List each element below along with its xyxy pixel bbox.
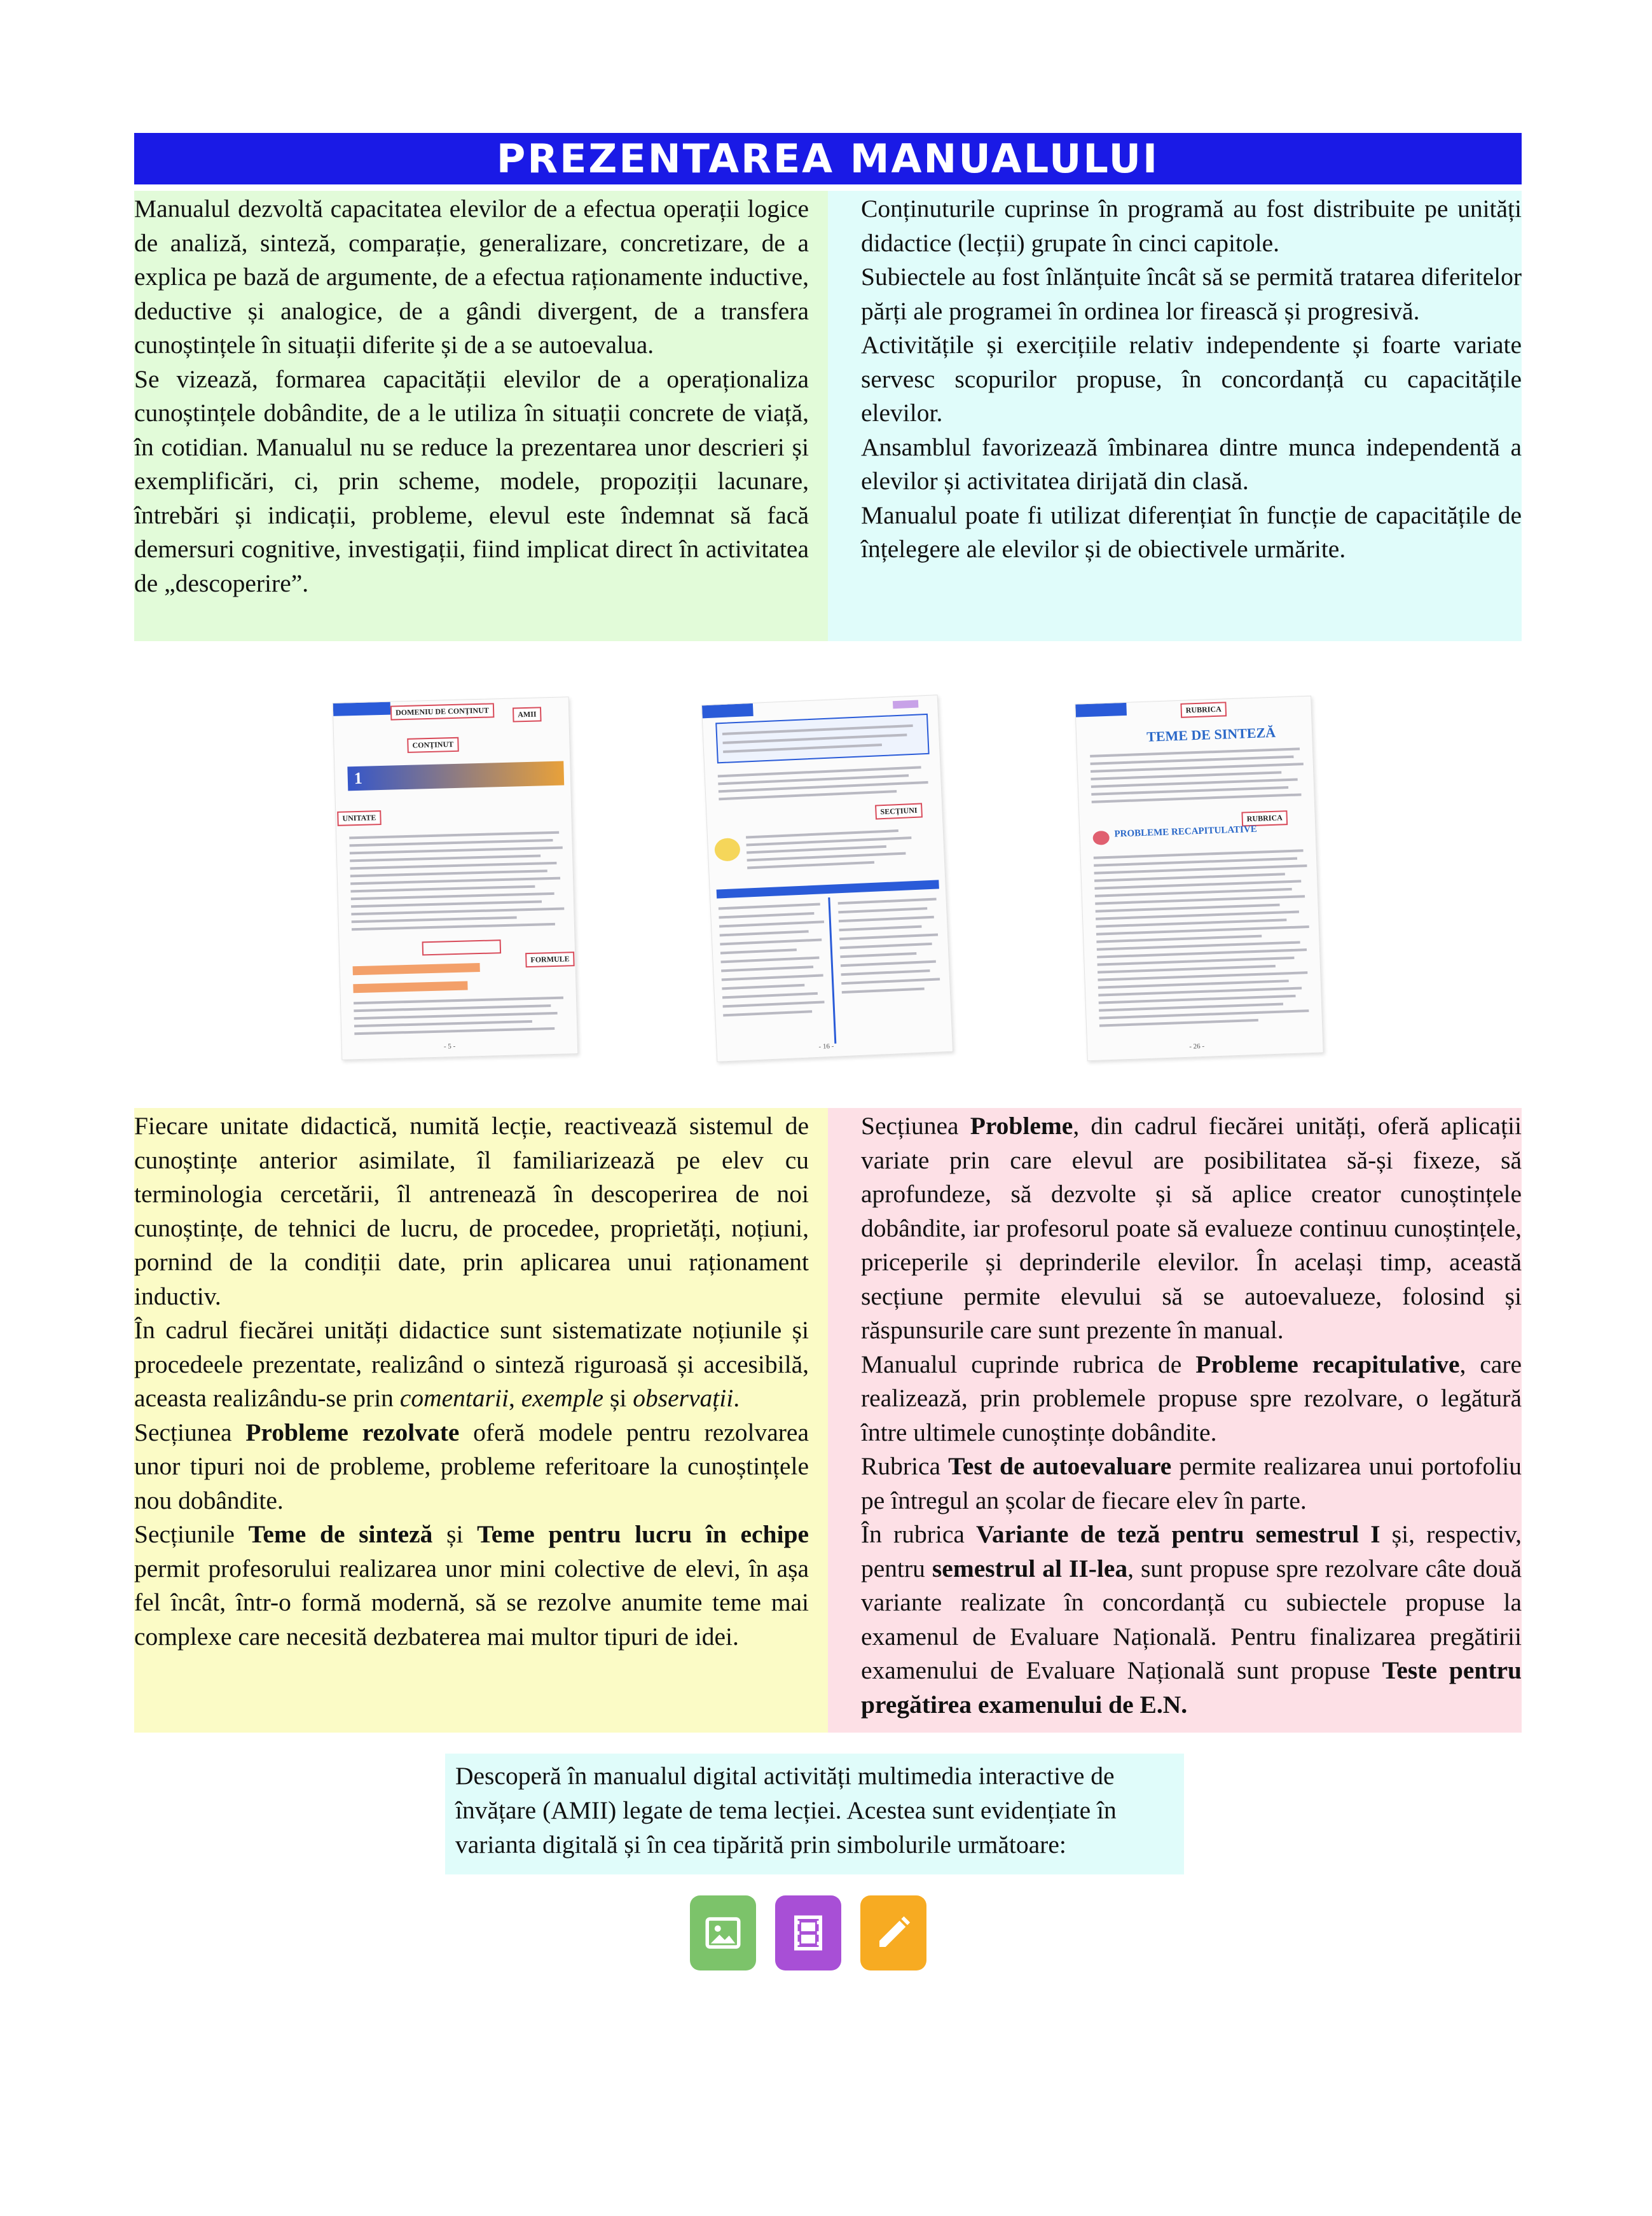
paragraph: Rubrica Test de autoevaluare permite realizarea unui portofoliu pe întregul an școlar de fiecare elev în parte. [861,1452,1522,1514]
label-content: CONȚINUT [407,737,458,753]
paragraph: Manualul dezvoltă capacitatea elevilor de a efectua operații logice de analiză, sinteză, comparație, generalizare, concretizare, de a explica pe bază de argumente, de a efectua raționamente inductive, deductive și analogice, de a gândi divergent, de a transfera cunoștințele în situații diferite și de a se autoevalua. [134,195,809,359]
page-number: - 16 - [818,1042,834,1051]
label-unit: UNITATE [337,810,381,826]
paragraph: Fiecare unitate didactică, numită lecție, reactivează sistemul de cunoștințe anterior asimilate, îl familiarizează pe elev cu terminologia cercetării, îl antrenează în descoperirea de noi cunoștințe, de tehnici de lucru, de procedee, proprietăți, noțiuni, pornind de la condiții date, prin aplicarea unui raționament inductiv. [134,1112,809,1310]
label-rubric: RUBRICA [1241,810,1288,826]
sections-text-box [828,1108,1522,1733]
intro-text-box [134,191,828,641]
paragraph: Subiectele au fost înlănțuite încât să se permită tratarea diferitelor părți ale programei în ordinea lor firească și progresivă. [861,263,1522,325]
page-number: - 26 - [1189,1042,1205,1051]
amii-info-box [445,1754,1184,1874]
paragraph: Activitățile și exercițiile relativ independente și foarte variate servesc scopurilor propuse, în concordanță cu capacitățile elevilor. [861,331,1522,427]
paragraph: Conținuturile cuprinse în programă au fost distribuite pe unități didactice (lecții) grupate în cinci capitole. [861,195,1522,257]
paragraph: Ansamblul favorizează îmbinarea dintre munca independentă a elevilor și activitatea dirijată din clasă. [861,433,1522,495]
paragraph: Manualul cuprinde rubrica de Probleme recapitulative, care realizează, prin problemele propuse spre rezolvare, o legătură între ultimele cunoștințe dobândite. [861,1350,1522,1446]
paragraph: Secțiunea Probleme, din cadrul fiecărei unități, oferă aplicații variate prin care elevul are posibilitatea să-și fixeze, să aprofundeze, să dezvolte și să aplice creator cunoștințele dobândite, iar profesorul poate să evalueze continuu cunoștințele, priceperile și deprinderile elevilor. În același timp, această secțiune permite elevului să se autoevalueze, folosind și răspunsurile care sunt prezente în manual. [861,1112,1522,1344]
pencil-icon[interactable] [860,1895,926,1970]
paragraph: Secțiunea Probleme rezolvate oferă modele pentru rezolvarea unor tipuri noi de probleme, probleme referitoare la cunoștințele nou dobândite. [134,1418,809,1514]
amii-symbols [690,1895,932,1970]
paragraph: Secțiunile Teme de sinteză și Teme pentru lucru în echipe permit profesorului realizarea unor mini colective de elevi, în așa fel încât, într-o formă modernă, să se rezolve anumite teme mai complexe care necesită dezbaterea mai multor tipuri de idei. [134,1520,809,1651]
page-number: - 5 - [443,1042,456,1051]
section-subheading: PROBLEME RECAPITULATIVE [1114,824,1257,840]
content-text-box [828,191,1522,641]
paragraph: Se vizează, formarea capacității elevilor de a operaționaliza cunoștințele dobândite, de a le utiliza în situații concrete de viață, în cotidian. Manualul nu se reduce la prezentarea unor descrieri și exemplificări, ci, prin scheme, modele, propoziții lacunare, întrebări și indicații, probleme, elevul este îndemnat să facă demersuri cognitive, investigații, fiind implicat direct în activitatea de „descoperire”. [134,364,809,597]
textbook-page-thumbnail-2 [701,695,953,1062]
chapter-number: 1 [354,768,363,788]
page-title: PREZENTAREA MANUALULUI [134,133,1522,184]
textbook-page-thumbnail-3 [1075,696,1323,1062]
paragraph: În cadrul fiecărei unități didactice sunt sistematizate noțiunile și procedeele prezentate, realizând o sinteză riguroasă și accesibilă, aceasta realizându-se prin comentarii, exemple și observații. [134,1316,809,1412]
page-header-tab [333,702,390,716]
label-formulas: FORMULE [525,952,575,967]
label-amii: AMII [513,707,542,722]
label-rubric: RUBRICA [1180,702,1227,717]
label-sections: SECȚIUNI [875,803,923,819]
video-icon[interactable] [775,1895,841,1970]
section-heading: TEME DE SINTEZĂ [1146,724,1276,745]
paragraph: Manualul poate fi utilizat diferențiat în funcție de capacitățile de înțelegere ale elevilor și de obiectivele urmărite. [861,501,1522,563]
paragraph: Descoperă în manualul digital activități multimedia interactive de învățare (AMII) legate de tema lecției. Acestea sunt evidențiate în varianta digitală și în cea tipărită prin simbolurile următoare: [455,1762,1117,1859]
paragraph: În rubrica Variante de teză pentru semestrul I și, respectiv, pentru semestrul al II-lea, sunt propuse spre rezolvare câte două variante realizate în concordanță cu subiectele propuse la examenul de Evaluare Națională. Pentru finalizarea pregătirii examenului de Evaluare Națională sunt propuse Teste pentru pregătirea examenului de E.N. [861,1520,1522,1719]
label-domain: DOMENIU DE CONȚINUT [390,703,494,720]
lesson-structure-text-box [134,1108,828,1733]
image-icon[interactable] [690,1895,756,1970]
textbook-page-thumbnail-1 [333,696,579,1060]
chapter-banner [347,761,564,791]
